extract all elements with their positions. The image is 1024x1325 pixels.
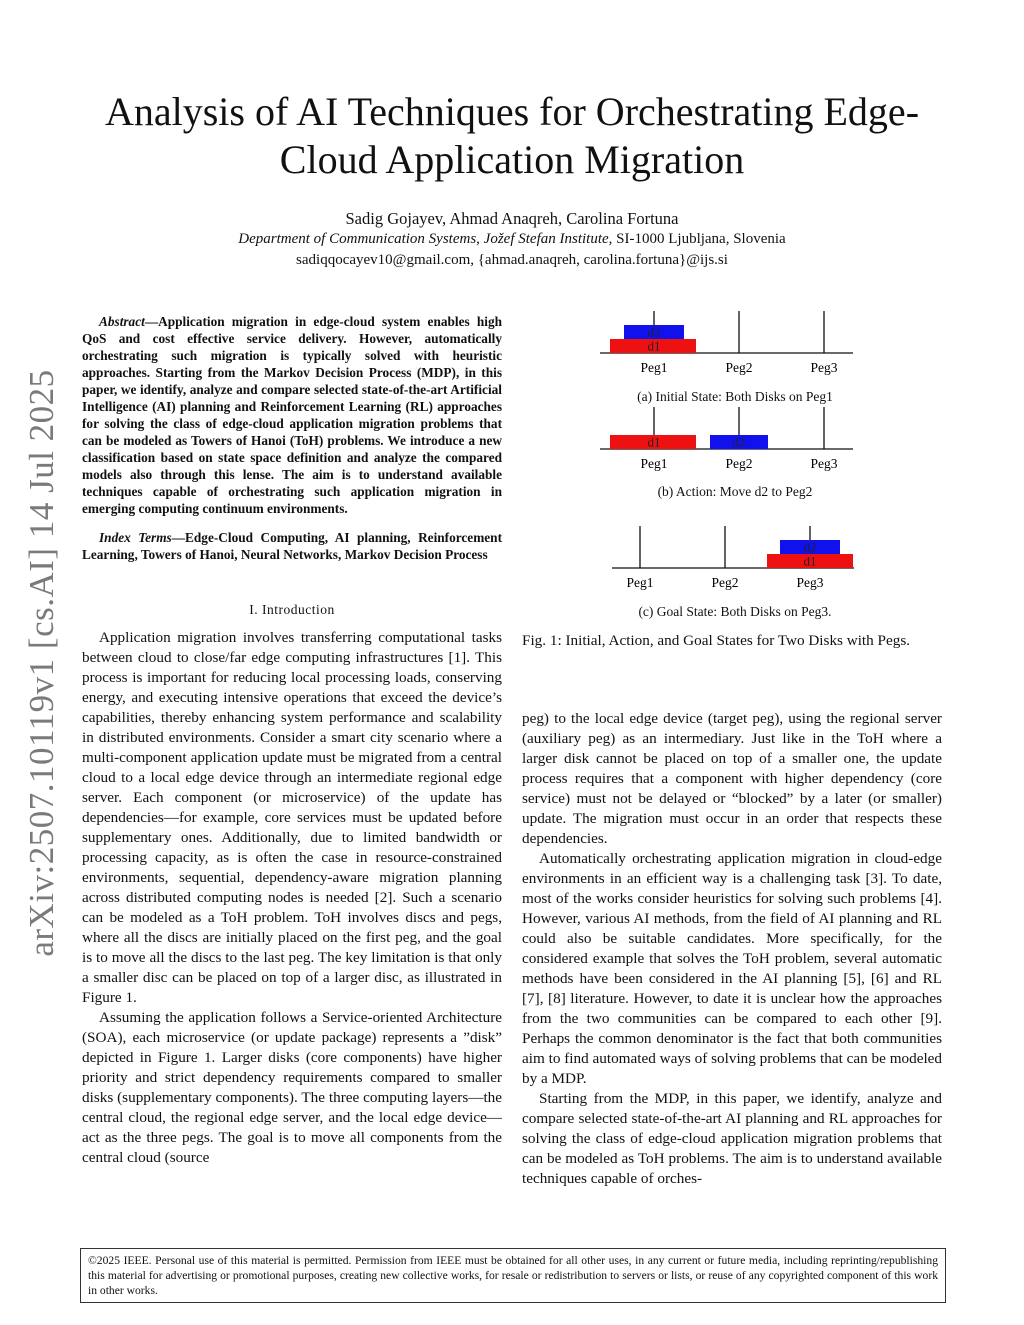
- disk-d1-label: d1: [647, 434, 661, 450]
- affiliation-institute: Jožef Stefan Institute: [483, 231, 609, 247]
- affiliation: Department of Communication Systems, Jožef Stefan Institute, SI-1000 Ljubljana, Slovenia: [238, 231, 786, 247]
- arxiv-identifier: arXiv:2507.10119v1 [cs.AI] 14 Jul 2025: [22, 369, 61, 957]
- peg3-label: Peg3: [810, 456, 838, 471]
- peg2-label: Peg2: [711, 575, 739, 590]
- figure-1b-action: [600, 402, 860, 474]
- figure-1c-goal-state: [612, 521, 872, 593]
- index-terms: [82, 529, 502, 563]
- right-paragraph-2: Automatically orchestrating application migration in cloud-edge environments in an efficient way is a challenging task [3]. To date, most of the works consider heuristics for solving such problems [4]. However, various AI methods, from the field of AI planning and RL could also be suitable candidates. More specifically, for the considered example that solves the ToH problem, several automatic methods have been considered in the AI planning [5], [6] and RL [7], [8] literature. However, to date it is unclear how the approaches from the two communities can be compared to each other [9]. Perhaps the common denominator is the fact that both communities aim to find automated ways of solving problems that can be modeled by a MDP.: [522, 850, 942, 1087]
- abstract-text: —Application migration in edge-cloud system enables high QoS and cost effective service delivery. However, automatically orchestrating such migration is typically solved with heuristic approaches. Starting from the Markov Decision Process (MDP), in this paper, we identify, analyze and compare selected state-of-the-art Artificial Intelligence (AI) planning and Reinforcement Learning (RL) approaches for solving the class of edge-cloud application migration problems that can be modeled as Towers of Hanoi (ToH) problems. We introduce a new classification based on state space definition and analyze the compared models also through this lense. The aim is to understand available techniques capable of orchestrating such application migration in emerging computing continuum environments.: [82, 314, 502, 516]
- author-emails: sadiqqocayev10@gmail.com, {ahmad.anaqreh, carolina.fortuna}@ijs.si: [296, 252, 728, 268]
- right-paragraph-1: peg) to the local edge device (target peg), using the regional server (auxiliary peg) as an intermediary. Just like in the ToH where a larger disk cannot be placed on top of a smaller one, the update process requires that a component with higher dependency (core service) must not be delayed or “blocked” by a later (or smaller) update. The migration must occur in an order that respects these dependencies.: [522, 710, 942, 847]
- peg3-label: Peg3: [810, 360, 838, 375]
- authors: Sadig Gojayev, Ahmad Anaqreh, Carolina Fortuna: [345, 209, 679, 228]
- right-column-body: [522, 709, 942, 1189]
- abstract: [82, 313, 502, 517]
- disk-d2-label: d2: [732, 434, 746, 450]
- abstract-label: Abstract: [99, 314, 145, 329]
- affiliation-department: Department of Communication Systems: [238, 231, 477, 247]
- intro-paragraph-2: Assuming the application follows a Service-oriented Architecture (SOA), each microservice (or update package) represents a ”disk” depicted in Figure 1. Larger disks (core components) have higher priority and strict dependency requirements compared to smaller disks (supplementary components). The three computing layers—the central cloud, the regional edge server, and the local edge device—act as the three pegs. The goal is to move all components from the central cloud (source: [82, 1009, 502, 1166]
- index-terms-label: Index Terms: [99, 530, 172, 545]
- index-terms-text: —Edge-Cloud Computing, AI planning, Reinforcement Learning, Towers of Hanoi, Neural Networks, Markov Decision Process: [82, 530, 503, 562]
- affiliation-location: , SI-1000 Ljubljana, Slovenia: [608, 231, 786, 247]
- paper-title: Analysis of AI Techniques for Orchestrating Edge-Cloud Application Migration: [104, 89, 920, 182]
- subcaption-a: (a) Initial State: Both Disks on Peg1: [637, 389, 833, 404]
- subcaption-b: (b) Action: Move d2 to Peg2: [657, 484, 813, 499]
- peg2-label: Peg2: [725, 360, 753, 375]
- disk-d1-label: d1: [803, 553, 817, 569]
- copyright-notice: ©2025 IEEE. Personal use of this material is permitted. Permission from IEEE must be obtained for all other uses, in any current or future media, including reprinting/republishing this material for advertising or promotional purposes, creating new collective works, for resale or redistribution to servers or lists, or reuse of any copyrighted component of this work in other works.: [80, 1248, 946, 1303]
- disk-d2-label: d2: [647, 324, 661, 340]
- figure-1-caption: Fig. 1: Initial, Action, and Goal States for Two Disks with Pegs.: [522, 632, 911, 649]
- figure-1a-initial-state: [600, 306, 860, 378]
- subcaption-c: (c) Goal State: Both Disks on Peg3.: [638, 604, 832, 619]
- peg2-label: Peg2: [725, 456, 753, 471]
- disk-d2-label: d2: [803, 539, 817, 555]
- intro-paragraph-1: Application migration involves transferring computational tasks between cloud to close/far edge computing infrastructures [1]. This process is important for reducing local processing loads, conserving energy, and executing intensive operations that exceed the device’s capabilities, thereby enhancing system performance and scalability in distributed environments. Consider a smart city scenario where a multi-component application update must be migrated from a central cloud to a local edge device through an intermediate regional edge server. Each component (or microservice) of the update has dependencies—for example, core services must be updated before supplementary ones. Additionally, due to limited bandwidth or processing capacity, as is often the case in resource-constrained environments, sequential, dependency-aware migration planning across distributed computing nodes is needed [2]. Such a scenario can be modeled as a ToH problem. ToH involves discs and pegs, where all the discs are initially placed on the first peg, and the goal is to move all the discs to the last peg. The key limitation is that only a smaller disc can be placed on top of a larger disc, as illustrated in Figure 1.: [82, 629, 502, 1006]
- disk-d1-label: d1: [647, 338, 661, 354]
- peg1-label: Peg1: [640, 360, 668, 375]
- peg3-label: Peg3: [796, 575, 824, 590]
- peg1-label: Peg1: [640, 456, 668, 471]
- section-heading-introduction: I. Introduction: [249, 602, 335, 617]
- introduction-body: [82, 628, 502, 1168]
- peg1-label: Peg1: [626, 575, 654, 590]
- right-paragraph-3: Starting from the MDP, in this paper, we identify, analyze and compare selected state-of-the-art AI planning and RL approaches for solving the class of edge-cloud application migration problems that can be modeled as ToH problems. The aim is to understand available techniques capable of orches-: [522, 1090, 942, 1187]
